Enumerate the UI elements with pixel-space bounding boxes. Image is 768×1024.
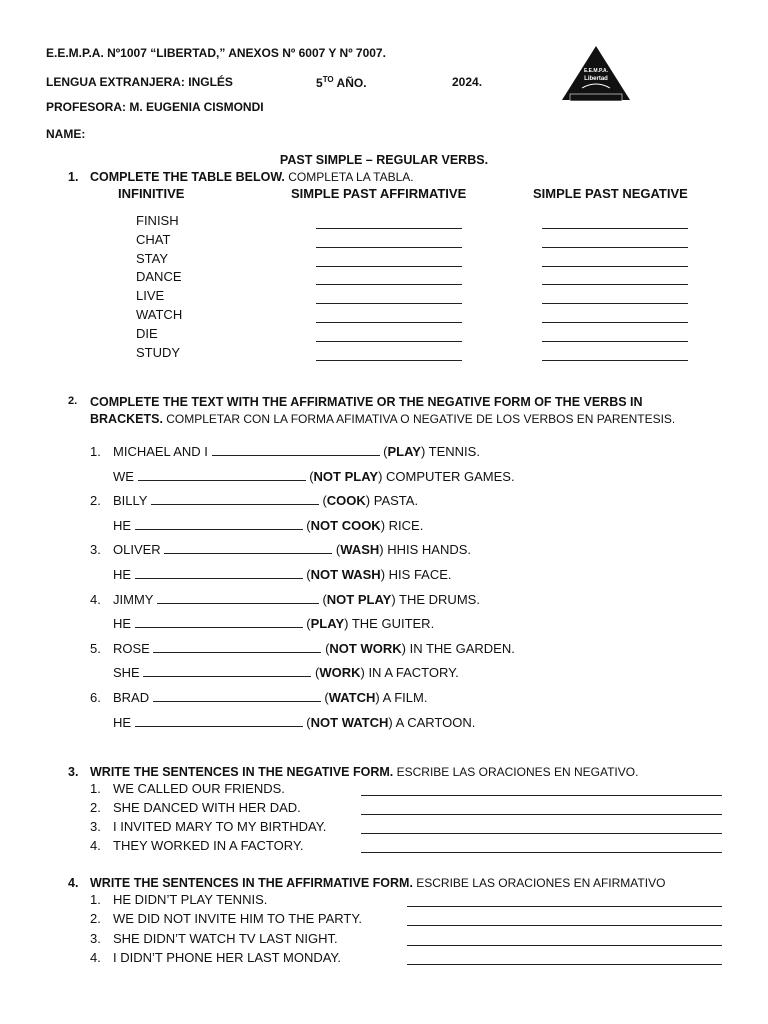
sentence-item bbox=[90, 911, 362, 927]
sentence-text: I DIDN’T PHONE HER LAST MONDAY. bbox=[113, 949, 342, 965]
negative-answer-line[interactable] bbox=[542, 341, 688, 342]
answer-blank[interactable] bbox=[138, 469, 306, 481]
sentence-text: THEY WORKED IN A FACTORY. bbox=[113, 838, 304, 853]
school-name: E.E.M.P.A. Nº1007 “LIBERTAD,” ANEXOS Nº 6007 Y Nº 7007. bbox=[46, 46, 386, 60]
school-logo bbox=[560, 44, 632, 104]
sentence-subject: HE bbox=[113, 616, 132, 632]
affirmative-answer-line[interactable] bbox=[316, 228, 462, 229]
sentence-row: HE (NOT WASH) HIS FACE. bbox=[113, 567, 452, 582]
negative-answer-line[interactable] bbox=[542, 284, 688, 285]
svg-text:Libertad: Libertad bbox=[584, 76, 608, 82]
answer-line[interactable] bbox=[361, 852, 722, 853]
verb-in-brackets: NOT WORK bbox=[329, 640, 402, 656]
sentence-row: 4. JIMMY (NOT PLAY) THE DRUMS. bbox=[90, 591, 480, 607]
sentence-subject: MICHAEL AND I bbox=[113, 444, 208, 459]
sentence-rest: IN THE GARDEN. bbox=[405, 640, 515, 656]
col-affirmative: SIMPLE PAST AFFIRMATIVE bbox=[291, 186, 467, 201]
answer-blank[interactable] bbox=[157, 592, 319, 604]
verb-infinitive: STAY bbox=[136, 250, 169, 266]
sentence-subject: WE bbox=[113, 468, 134, 484]
sentence-row: WE (NOT PLAY) COMPUTER GAMES. bbox=[113, 468, 515, 484]
answer-blank[interactable] bbox=[135, 518, 303, 530]
verb-in-brackets: COOK bbox=[326, 493, 366, 509]
answer-line[interactable] bbox=[407, 925, 722, 926]
sentence-item bbox=[90, 800, 301, 815]
section2-heading: 2. COMPLETE THE TEXT WITH THE AFFIRMATIVE OR THE NEGATIVE FORM OF THE VERBS IN bbox=[68, 395, 643, 409]
answer-blank[interactable] bbox=[153, 690, 321, 702]
sentence-subject: HE bbox=[113, 567, 132, 582]
verb-infinitive: LIVE bbox=[136, 288, 165, 304]
sentence-text: I INVITED MARY TO MY BIRTHDAY. bbox=[113, 819, 327, 834]
sentence-rest: A CARTOON. bbox=[392, 714, 476, 730]
answer-blank[interactable] bbox=[135, 616, 303, 628]
sentence-rest: HIS FACE. bbox=[385, 567, 452, 582]
answer-blank[interactable] bbox=[153, 641, 321, 653]
sentence-rest: PASTA. bbox=[370, 493, 419, 509]
sentence-rest: COMPUTER GAMES. bbox=[382, 468, 515, 484]
section3-heading: 3. WRITE THE SENTENCES IN THE NEGATIVE FORM. ESCRIBE LAS ORACIONES EN NEGATIVO. bbox=[68, 765, 639, 779]
sentence-item bbox=[90, 819, 327, 834]
verb-infinitive: WATCH bbox=[136, 307, 183, 322]
grade: $5^{TO}$ AÑO. bbox=[316, 75, 367, 90]
sentence-row: 2. BILLY (COOK) PASTA. bbox=[90, 493, 419, 509]
sentence-text: SHE DIDN’T WATCH TV LAST NIGHT. bbox=[113, 930, 338, 946]
negative-answer-line[interactable] bbox=[542, 247, 688, 248]
answer-line[interactable] bbox=[407, 906, 722, 907]
answer-blank[interactable] bbox=[151, 493, 319, 505]
verb-in-brackets: NOT PLAY bbox=[326, 591, 392, 607]
sentence-text: HE DIDN’T PLAY TENNIS. bbox=[113, 892, 268, 907]
sentence-row: HE (NOT COOK) RICE. bbox=[113, 517, 424, 533]
sentence-row: SHE (WORK) IN A FACTORY. bbox=[113, 665, 459, 681]
answer-blank[interactable] bbox=[164, 542, 332, 554]
sentence-item bbox=[90, 949, 342, 965]
year: 2024. bbox=[452, 75, 483, 89]
sentence-row: 3. OLIVER (WASH) HHIS HANDS. bbox=[90, 542, 472, 558]
section4-heading: 4. WRITE THE SENTENCES IN THE AFFIRMATIVE FORM. ESCRIBE LAS ORACIONES EN AFIRMATIVO bbox=[68, 876, 666, 890]
answer-line[interactable] bbox=[407, 945, 722, 946]
answer-blank[interactable] bbox=[212, 444, 380, 456]
verb-in-brackets: PLAY bbox=[387, 444, 421, 459]
sentence-subject: HE bbox=[113, 517, 132, 533]
sentence-rest: HHIS HANDS. bbox=[383, 542, 472, 558]
negative-answer-line[interactable] bbox=[542, 266, 688, 267]
answer-line[interactable] bbox=[407, 964, 722, 965]
negative-answer-line[interactable] bbox=[542, 228, 688, 229]
affirmative-answer-line[interactable] bbox=[316, 360, 462, 361]
item-number: 2. bbox=[90, 800, 101, 815]
sentence-row: HE (PLAY) THE GUITER. bbox=[113, 616, 435, 632]
sentence-item bbox=[90, 781, 285, 796]
sentence-rest: RICE. bbox=[385, 517, 424, 533]
verb-in-brackets: NOT PLAY bbox=[313, 468, 379, 484]
sentence-item bbox=[90, 838, 304, 853]
page-title: PAST SIMPLE – REGULAR VERBS. bbox=[279, 153, 489, 167]
verb-in-brackets: WATCH bbox=[328, 690, 376, 705]
affirmative-answer-line[interactable] bbox=[316, 322, 462, 323]
sentence-row: 5. ROSE (NOT WORK) IN THE GARDEN. bbox=[90, 640, 515, 656]
subject: LENGUA EXTRANJERA: INGLÉS bbox=[46, 75, 233, 89]
item-number: 5. bbox=[90, 640, 101, 656]
answer-line[interactable] bbox=[361, 814, 722, 815]
answer-blank[interactable] bbox=[135, 715, 303, 727]
affirmative-answer-line[interactable] bbox=[316, 341, 462, 342]
sentence-subject: BRAD bbox=[113, 690, 150, 705]
svg-text:E.E.M.P.A.: E.E.M.P.A. bbox=[583, 68, 609, 74]
col-negative: SIMPLE PAST NEGATIVE bbox=[533, 186, 688, 201]
affirmative-answer-line[interactable] bbox=[316, 266, 462, 267]
negative-answer-line[interactable] bbox=[542, 360, 688, 361]
item-number: 2. bbox=[90, 493, 101, 509]
item-number: 1. bbox=[90, 444, 101, 459]
sentence-subject: JIMMY bbox=[113, 591, 154, 607]
sentence-row: 1. MICHAEL AND I (PLAY) TENNIS. bbox=[90, 444, 480, 459]
verb-in-brackets: NOT WATCH bbox=[310, 714, 389, 730]
item-number: 6. bbox=[90, 690, 101, 705]
name-label: NAME: bbox=[46, 127, 86, 141]
answer-line[interactable] bbox=[361, 833, 722, 834]
verb-in-brackets: PLAY bbox=[310, 616, 345, 632]
sentence-text: WE CALLED OUR FRIENDS. bbox=[113, 781, 285, 796]
sentence-subject: BILLY bbox=[113, 493, 148, 509]
verb-in-brackets: WASH bbox=[340, 542, 380, 558]
sentence-subject: ROSE bbox=[113, 640, 150, 656]
answer-line[interactable] bbox=[361, 795, 722, 796]
negative-answer-line[interactable] bbox=[542, 322, 688, 323]
verb-infinitive: DANCE bbox=[136, 269, 182, 285]
col-infinitive: INFINITIVE bbox=[118, 186, 185, 201]
teacher: PROFESORA: M. EUGENIA CISMONDI bbox=[46, 100, 264, 114]
item-number: 2. bbox=[90, 911, 101, 927]
item-number: 1. bbox=[90, 781, 101, 796]
sentence-text: SHE DANCED WITH HER DAD. bbox=[113, 800, 301, 815]
sentence-rest: THE GUITER. bbox=[348, 616, 435, 632]
sentence-text: WE DID NOT INVITE HIM TO THE PARTY. bbox=[113, 911, 362, 927]
answer-blank[interactable] bbox=[135, 567, 303, 579]
verb-infinitive: CHAT bbox=[136, 231, 171, 247]
sentence-row: 6. BRAD (WATCH) A FILM. bbox=[90, 690, 428, 705]
affirmative-answer-line[interactable] bbox=[316, 284, 462, 285]
verb-infinitive: DIE bbox=[136, 325, 158, 341]
verb-in-brackets: NOT WASH bbox=[310, 567, 381, 582]
verb-in-brackets: WORK bbox=[319, 665, 361, 681]
item-number: 4. bbox=[90, 838, 101, 853]
answer-blank[interactable] bbox=[143, 665, 311, 677]
sentence-item bbox=[90, 892, 268, 907]
section2-heading-line2: BRACKETS. COMPLETAR CON LA FORMA AFIMATIVA O NEGATIVE DE LOS VERBOS EN PARENTESIS. bbox=[90, 412, 676, 426]
verb-infinitive: STUDY bbox=[136, 344, 181, 360]
sentence-rest: THE DRUMS. bbox=[395, 591, 480, 607]
sentence-subject: SHE bbox=[113, 665, 140, 681]
sentence-rest: IN A FACTORY. bbox=[364, 665, 459, 681]
item-number: 3. bbox=[90, 819, 101, 834]
item-number: 4. bbox=[90, 949, 101, 965]
sentence-rest: TENNIS. bbox=[425, 444, 480, 459]
verb-infinitive: FINISH bbox=[136, 213, 179, 228]
sentence-subject: OLIVER bbox=[113, 542, 161, 558]
sentence-item bbox=[90, 930, 338, 946]
negative-answer-line[interactable] bbox=[542, 303, 688, 304]
sentence-rest: A FILM. bbox=[379, 690, 428, 705]
sentence-row: HE (NOT WATCH) A CARTOON. bbox=[113, 714, 476, 730]
item-number: 3. bbox=[90, 930, 101, 946]
sentence-subject: HE bbox=[113, 714, 132, 730]
verb-in-brackets: NOT COOK bbox=[310, 517, 381, 533]
affirmative-answer-line[interactable] bbox=[316, 247, 462, 248]
affirmative-answer-line[interactable] bbox=[316, 303, 462, 304]
item-number: 1. bbox=[90, 892, 101, 907]
item-number: 4. bbox=[90, 591, 101, 607]
section1-heading: 1. COMPLETE THE TABLE BELOW. COMPLETA LA TABLA. bbox=[68, 170, 414, 184]
item-number: 3. bbox=[90, 542, 101, 558]
